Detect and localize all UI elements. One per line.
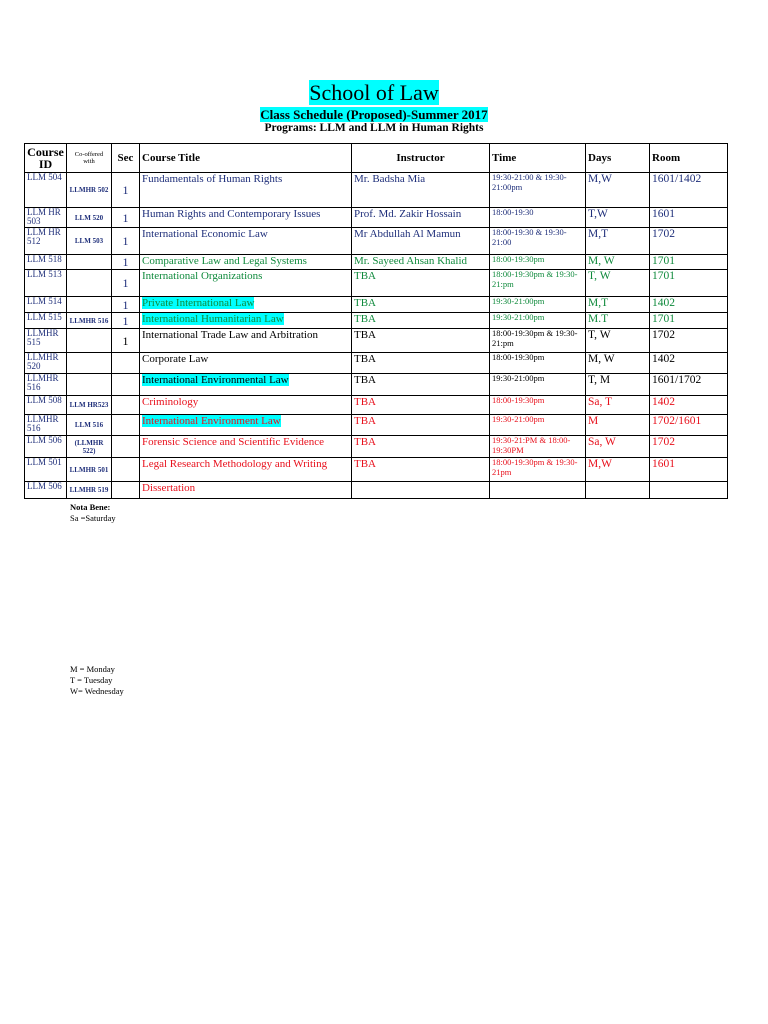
cell-instructor-text: TBA xyxy=(354,396,376,408)
cell-co-offered-text: LLMHR 516 xyxy=(69,316,109,325)
nota-bene-heading: Nota Bene: xyxy=(70,502,111,512)
cell-days-text: M xyxy=(588,415,599,427)
cell-course-id-text: LLM 513 xyxy=(27,269,62,279)
cell-instructor-text: Prof. Md. Zakir Hossain xyxy=(354,208,462,220)
cell-days xyxy=(586,297,650,313)
cell-course-id xyxy=(25,415,67,436)
cell-course-title-text: Private International Law xyxy=(142,297,255,309)
cell-course-title-text: Comparative Law and Legal Systems xyxy=(142,255,307,267)
table-row xyxy=(25,270,728,297)
cell-days xyxy=(586,255,650,270)
cell-days-text: M,T xyxy=(588,228,609,240)
cell-room-text: 1702/1601 xyxy=(652,415,702,427)
cell-course-id xyxy=(25,297,67,313)
cell-co-offered xyxy=(67,396,112,415)
cell-time xyxy=(490,270,586,297)
cell-days xyxy=(586,329,650,353)
table-header-row xyxy=(25,144,728,173)
table-row xyxy=(25,436,728,458)
cell-course-title-text: Corporate Law xyxy=(142,353,209,365)
cell-co-offered xyxy=(67,329,112,353)
cell-co-offered xyxy=(67,297,112,313)
cell-sec xyxy=(112,353,140,374)
cell-course-id-text: LLMHR 515 xyxy=(27,328,59,347)
cell-room xyxy=(650,482,728,499)
cell-time xyxy=(490,297,586,313)
cell-sec xyxy=(112,270,140,297)
cell-course-title xyxy=(140,458,352,482)
cell-course-id xyxy=(25,208,67,228)
cell-room-text: 1402 xyxy=(652,396,675,408)
cell-days-text: T, M xyxy=(588,374,611,386)
cell-room-text: 1402 xyxy=(652,353,675,365)
table-row xyxy=(25,297,728,313)
cell-days xyxy=(586,374,650,396)
cell-time xyxy=(490,436,586,458)
cell-course-title-text: Criminology xyxy=(142,396,199,408)
cell-instructor xyxy=(352,374,490,396)
cell-co-offered xyxy=(67,173,112,208)
cell-course-title xyxy=(140,255,352,270)
cell-sec-text: 1 xyxy=(122,234,129,248)
table-row xyxy=(25,313,728,329)
table-row xyxy=(25,208,728,228)
cell-room-text: 1702 xyxy=(652,436,675,448)
cell-instructor xyxy=(352,353,490,374)
cell-course-id xyxy=(25,436,67,458)
table-row xyxy=(25,415,728,436)
cell-time xyxy=(490,313,586,329)
cell-course-id xyxy=(25,458,67,482)
cell-room xyxy=(650,396,728,415)
cell-room xyxy=(650,313,728,329)
cell-course-id-text: LLM 508 xyxy=(27,395,62,405)
cell-room-text: 1701 xyxy=(652,313,675,325)
note-tuesday: T = Tuesday xyxy=(70,675,113,685)
cell-course-id-text: LLM 514 xyxy=(27,296,62,306)
cell-course-title-text: International Environmental Law xyxy=(142,374,289,386)
cell-room xyxy=(650,374,728,396)
cell-course-id xyxy=(25,270,67,297)
cell-instructor-text: Mr. Sayeed Ahsan Khalid xyxy=(354,255,468,267)
cell-course-id-text: LLMHR 520 xyxy=(27,352,59,371)
cell-time-text: 18:00-19:30 xyxy=(492,207,534,217)
cell-room xyxy=(650,208,728,228)
cell-days xyxy=(586,353,650,374)
cell-course-id-text: LLM 506 xyxy=(27,435,62,445)
header-time: Time xyxy=(490,144,586,173)
cell-instructor xyxy=(352,255,490,270)
cell-course-title-text: Dissertation xyxy=(142,482,196,494)
cell-co-offered xyxy=(67,458,112,482)
cell-course-title-text: Human Rights and Contemporary Issues xyxy=(142,208,321,220)
cell-instructor-text: TBA xyxy=(354,329,376,341)
cell-days xyxy=(586,270,650,297)
cell-room xyxy=(650,415,728,436)
cell-days-text: M,T xyxy=(588,297,609,309)
cell-co-offered-text: LLMHR 501 xyxy=(69,465,109,474)
cell-room xyxy=(650,270,728,297)
table-row xyxy=(25,329,728,353)
cell-days xyxy=(586,208,650,228)
cell-days-text: M, W xyxy=(588,255,615,267)
cell-co-offered-text: LLMHR 519 xyxy=(69,486,109,494)
cell-course-title xyxy=(140,208,352,228)
document-title xyxy=(0,80,748,106)
document-title-text: School of Law xyxy=(309,80,439,105)
header-course-title: Course Title xyxy=(140,144,352,173)
cell-sec-text: 1 xyxy=(122,276,129,290)
cell-time-text: 19:30-21:00pm xyxy=(492,312,545,322)
cell-course-id-text: LLMHR 516 xyxy=(27,373,59,392)
cell-room-text: 1702 xyxy=(652,329,675,341)
cell-time-text: 18:00-19:30pm xyxy=(492,254,545,264)
cell-time xyxy=(490,396,586,415)
cell-instructor-text: TBA xyxy=(354,458,376,470)
table-row xyxy=(25,173,728,208)
cell-course-title xyxy=(140,353,352,374)
cell-days-text: T, W xyxy=(588,270,611,282)
cell-days-text: M, W xyxy=(588,353,615,365)
cell-days xyxy=(586,228,650,255)
cell-co-offered xyxy=(67,208,112,228)
cell-co-offered-text: LLM 503 xyxy=(74,237,104,245)
cell-sec-text: 1 xyxy=(122,297,129,312)
cell-course-id-text: LLM HR 503 xyxy=(27,207,61,226)
cell-course-title xyxy=(140,396,352,415)
cell-room-text: 1601 xyxy=(652,208,675,220)
cell-days xyxy=(586,396,650,415)
cell-room-text: 1402 xyxy=(652,297,675,309)
cell-sec xyxy=(112,255,140,270)
cell-instructor xyxy=(352,313,490,329)
cell-course-id xyxy=(25,396,67,415)
cell-course-title xyxy=(140,313,352,329)
cell-co-offered-text: LLM HR523 xyxy=(69,401,109,409)
cell-room xyxy=(650,228,728,255)
cell-time xyxy=(490,415,586,436)
cell-co-offered-text: (LLMHR 522) xyxy=(74,438,104,455)
cell-sec xyxy=(112,297,140,313)
table-row xyxy=(25,228,728,255)
cell-time xyxy=(490,255,586,270)
cell-time-text: 19:30-21:00pm xyxy=(492,414,545,424)
cell-sec xyxy=(112,436,140,458)
cell-course-title-text: International Economic Law xyxy=(142,228,268,240)
cell-room xyxy=(650,353,728,374)
cell-instructor-text: TBA xyxy=(354,436,376,448)
cell-instructor-text: TBA xyxy=(354,415,376,427)
cell-time xyxy=(490,228,586,255)
cell-course-title xyxy=(140,270,352,297)
cell-instructor-text: TBA xyxy=(354,270,376,282)
cell-days-text: M.T xyxy=(588,313,609,325)
cell-time-text: 19:30-21:00 & 19:30-21:00pm xyxy=(492,172,567,192)
table-row xyxy=(25,353,728,374)
cell-course-id-text: LLM 506 xyxy=(27,481,62,491)
cell-room-text: 1701 xyxy=(652,270,675,282)
cell-time-text: 18:00-19:30pm & 19:30-21:pm xyxy=(492,269,578,289)
cell-course-title xyxy=(140,329,352,353)
cell-instructor xyxy=(352,458,490,482)
cell-days xyxy=(586,482,650,499)
cell-instructor xyxy=(352,270,490,297)
cell-instructor-text: Mr. Badsha Mia xyxy=(354,173,426,185)
header-instructor: Instructor xyxy=(352,144,490,173)
cell-course-id xyxy=(25,173,67,208)
cell-course-id xyxy=(25,313,67,329)
cell-instructor xyxy=(352,208,490,228)
cell-room-text: 1701 xyxy=(652,255,675,267)
cell-co-offered xyxy=(67,255,112,270)
cell-instructor-text: TBA xyxy=(354,313,376,325)
cell-sec xyxy=(112,173,140,208)
cell-course-title xyxy=(140,297,352,313)
cell-course-id xyxy=(25,228,67,255)
header-co-offered: Co-offered with xyxy=(67,144,112,173)
cell-days-text: Sa, W xyxy=(588,436,616,448)
cell-time-text: 18:00-19:30pm & 19:30-21pm xyxy=(492,457,578,477)
cell-co-offered xyxy=(67,374,112,396)
cell-co-offered xyxy=(67,436,112,458)
cell-days xyxy=(586,436,650,458)
cell-co-offered xyxy=(67,415,112,436)
cell-days-text: T,W xyxy=(588,208,608,220)
cell-co-offered-text: LLMHR 502 xyxy=(69,186,109,194)
table-row xyxy=(25,374,728,396)
cell-co-offered xyxy=(67,270,112,297)
cell-sec xyxy=(112,228,140,255)
cell-course-title xyxy=(140,228,352,255)
cell-room-text: 1601/1702 xyxy=(652,374,702,386)
table-row xyxy=(25,255,728,270)
cell-sec xyxy=(112,458,140,482)
cell-days-text: Sa, T xyxy=(588,396,613,408)
cell-room-text: 1601 xyxy=(652,458,675,470)
cell-course-title xyxy=(140,173,352,208)
cell-instructor xyxy=(352,482,490,499)
cell-instructor xyxy=(352,329,490,353)
cell-course-id-text: LLM 515 xyxy=(27,312,62,322)
cell-co-offered xyxy=(67,313,112,329)
cell-co-offered xyxy=(67,482,112,499)
cell-sec-text: 1 xyxy=(122,333,129,348)
cell-course-title-text: International Environment Law xyxy=(142,415,281,427)
cell-course-title xyxy=(140,374,352,396)
cell-course-title-text: International Trade Law and Arbitration xyxy=(142,329,318,341)
cell-course-title-text: International Organizations xyxy=(142,270,263,282)
cell-instructor xyxy=(352,436,490,458)
cell-instructor xyxy=(352,297,490,313)
cell-sec-text: 1 xyxy=(122,183,129,197)
cell-room xyxy=(650,255,728,270)
cell-room xyxy=(650,436,728,458)
cell-instructor xyxy=(352,396,490,415)
cell-time xyxy=(490,353,586,374)
table-row xyxy=(25,396,728,415)
cell-time-text: 19:30-21:PM & 18:00-19:30PM xyxy=(492,435,571,455)
cell-course-id xyxy=(25,374,67,396)
cell-time xyxy=(490,329,586,353)
document-subtitle-text: Class Schedule (Proposed)-Summer 2017 xyxy=(260,107,488,122)
cell-course-title-text: Forensic Science and Scientific Evidence xyxy=(142,436,325,448)
cell-time xyxy=(490,374,586,396)
cell-course-id-text: LLM 518 xyxy=(27,254,62,264)
cell-instructor xyxy=(352,415,490,436)
cell-co-offered-text: LLM 520 xyxy=(74,213,104,222)
cell-course-id xyxy=(25,255,67,270)
cell-course-title xyxy=(140,482,352,499)
cell-co-offered xyxy=(67,228,112,255)
cell-time xyxy=(490,482,586,499)
cell-room xyxy=(650,329,728,353)
cell-sec xyxy=(112,396,140,415)
cell-course-id-text: LLM 504 xyxy=(27,172,62,182)
cell-course-title-text: Legal Research Methodology and Writing xyxy=(142,458,328,470)
cell-time-text: 19:30-21:00pm xyxy=(492,373,545,383)
header-sec: Sec xyxy=(112,144,140,173)
cell-sec-text: 1 xyxy=(122,255,129,269)
note-monday: M = Monday xyxy=(70,664,115,674)
cell-course-title-text: Fundamentals of Human Rights xyxy=(142,173,283,185)
cell-course-id xyxy=(25,353,67,374)
header-days: Days xyxy=(586,144,650,173)
cell-room-text: 1601/1402 xyxy=(652,173,702,185)
table-row xyxy=(25,458,728,482)
cell-co-offered xyxy=(67,353,112,374)
cell-course-title xyxy=(140,436,352,458)
cell-time-text: 19:30-21:00pm xyxy=(492,296,545,306)
cell-course-id xyxy=(25,482,67,499)
cell-time-text: 18:00-19:30 & 19:30-21:00 xyxy=(492,227,567,247)
cell-time xyxy=(490,208,586,228)
table-row xyxy=(25,482,728,499)
cell-days-text: M,W xyxy=(588,458,612,470)
cell-time-text: 18:00-19:30pm xyxy=(492,395,545,405)
cell-days-text: T, W xyxy=(588,329,611,341)
schedule-rows xyxy=(25,173,728,499)
cell-course-id-text: LLM HR 512 xyxy=(27,227,61,246)
cell-room-text: 1702 xyxy=(652,228,675,240)
cell-course-id-text: LLM 501 xyxy=(27,457,62,467)
cell-days xyxy=(586,313,650,329)
cell-course-title xyxy=(140,415,352,436)
cell-sec xyxy=(112,208,140,228)
cell-sec xyxy=(112,415,140,436)
cell-instructor xyxy=(352,228,490,255)
header-room: Room xyxy=(650,144,728,173)
cell-days xyxy=(586,458,650,482)
cell-room xyxy=(650,458,728,482)
cell-time-text: 18:00-19:30pm & 19:30-21:pm xyxy=(492,328,578,348)
cell-time xyxy=(490,458,586,482)
cell-instructor-text: TBA xyxy=(354,374,376,386)
cell-sec-text: 1 xyxy=(122,313,129,328)
cell-room xyxy=(650,173,728,208)
cell-instructor-text: Mr Abdullah Al Mamun xyxy=(354,228,461,240)
cell-instructor xyxy=(352,173,490,208)
programs-line: Programs: LLM and LLM in Human Rights xyxy=(264,122,484,134)
cell-time xyxy=(490,173,586,208)
cell-days-text: M,W xyxy=(588,173,612,185)
cell-sec-text: 1 xyxy=(122,210,129,225)
cell-days xyxy=(586,415,650,436)
cell-course-id xyxy=(25,329,67,353)
cell-instructor-text: TBA xyxy=(354,353,376,365)
cell-room xyxy=(650,297,728,313)
cell-sec xyxy=(112,374,140,396)
cell-course-title-text: International Humanitarian Law xyxy=(142,313,284,325)
cell-sec xyxy=(112,329,140,353)
note-wednesday: W= Wednesday xyxy=(70,686,124,696)
cell-course-id-text: LLMHR 516 xyxy=(27,414,59,433)
cell-days xyxy=(586,173,650,208)
cell-time-text: 18:00-19:30pm xyxy=(492,352,545,362)
schedule-table xyxy=(24,143,728,499)
cell-sec xyxy=(112,313,140,329)
note-saturday: Sa =Saturday xyxy=(70,513,116,523)
cell-co-offered-text: LLM 516 xyxy=(74,421,104,429)
header-course-id: Course ID xyxy=(25,144,67,173)
cell-sec xyxy=(112,482,140,499)
cell-instructor-text: TBA xyxy=(354,297,376,309)
